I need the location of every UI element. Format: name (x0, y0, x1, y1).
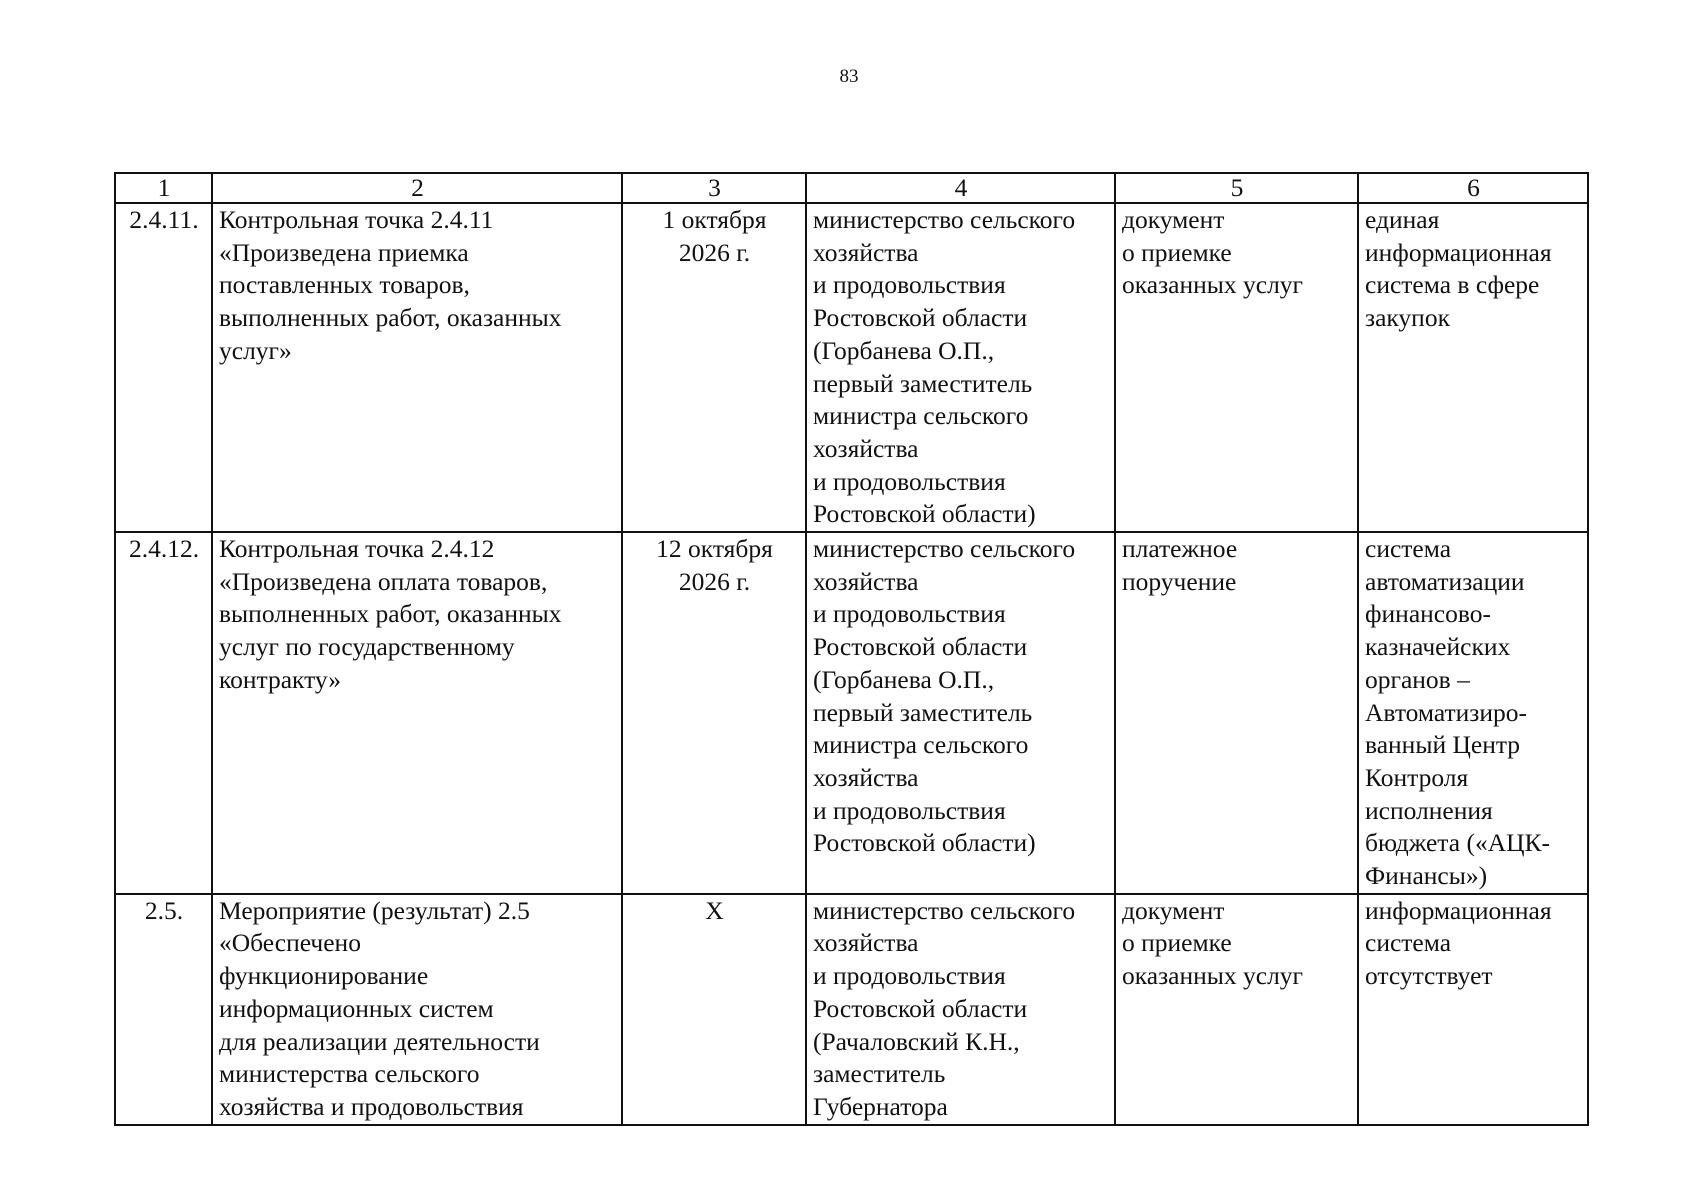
text-line: поручение (1122, 566, 1237, 596)
page-number: 83 (839, 66, 859, 87)
text-line: бюджета («АЦК- (1365, 828, 1551, 858)
text-line: контракту» (219, 664, 342, 694)
text-line: документ (1122, 895, 1225, 925)
text-line: Ростовской области (813, 632, 1028, 662)
text-line: платежное (1122, 534, 1238, 564)
text-line: система (1365, 534, 1452, 564)
text-line: для реализации деятельности (219, 1026, 540, 1056)
text-line: заместитель (813, 1059, 946, 1089)
text-line: система в сфере (1365, 270, 1540, 300)
text-line: (Рачаловский К.Н., (813, 1026, 1020, 1056)
text-line: министерство сельского (813, 534, 1076, 564)
item-name-cell (212, 532, 622, 894)
text-line: единая (1365, 205, 1440, 234)
text-line: система (1365, 928, 1452, 958)
table-body (115, 173, 1588, 1125)
text-line: и продовольствия (813, 961, 1006, 991)
text-line: услуг по государственному (219, 632, 515, 662)
text-line: (Горбанева О.П., (813, 664, 995, 694)
column-number-header: 4 (806, 173, 1115, 203)
text-line: 2026 г. (678, 566, 751, 596)
text-line: закупок (1365, 303, 1450, 333)
text-line: Губернатора (813, 1091, 948, 1121)
text-line: «Произведена оплата товаров, (219, 566, 548, 596)
table-row (115, 894, 1588, 1125)
column-number-header: 5 (1115, 173, 1358, 203)
document-cell (1115, 532, 1358, 894)
text-line: о приемке (1122, 237, 1232, 267)
text-line: Мероприятие (результат) 2.5 (219, 895, 530, 925)
text-line: министра сельского (813, 401, 1029, 431)
text-line: поставленных товаров, (219, 270, 470, 300)
column-number-header: 2 (212, 173, 622, 203)
column-number-header: 3 (622, 173, 806, 203)
text-line: ванный Центр (1365, 730, 1521, 760)
text-line: хозяйства (813, 433, 919, 463)
responsible-cell (806, 203, 1115, 532)
text-line: и продовольствия (813, 270, 1006, 300)
text-line: министра сельского (813, 730, 1029, 760)
text-line: выполненных работ, оказанных (219, 599, 562, 629)
item-name-cell (212, 894, 622, 1125)
text-line: Контрольная точка 2.4.12 (219, 534, 495, 564)
row-number-cell: 2.4.11. (115, 203, 212, 532)
text-line: о приемке (1122, 928, 1232, 958)
text-line: выполненных работ, оказанных (219, 303, 562, 333)
responsible-cell (806, 894, 1115, 1125)
text-line: исполнения (1365, 795, 1493, 825)
text-line: автоматизации (1365, 566, 1525, 596)
text-line: хозяйства (813, 237, 919, 267)
date-cell (622, 532, 806, 894)
text-line: Ростовской области) (813, 828, 1036, 858)
text-line: информационная (1365, 237, 1552, 267)
text-line: оказанных услуг (1122, 961, 1304, 991)
text-line: и продовольствия (813, 466, 1006, 496)
system-cell (1358, 532, 1588, 894)
text-line: хозяйства (813, 566, 919, 596)
text-line: Х (705, 895, 724, 925)
text-line: «Обеспечено (219, 928, 361, 958)
text-line: казначейских (1365, 632, 1511, 662)
text-line: отсутствует (1365, 961, 1493, 991)
column-number-header: 6 (1358, 173, 1588, 203)
item-name-cell (212, 203, 622, 532)
text-line: первый заместитель (813, 368, 1033, 398)
system-cell (1358, 894, 1588, 1125)
text-line: 2026 г. (678, 237, 751, 267)
column-number-header: 1 (115, 173, 212, 203)
document-cell (1115, 203, 1358, 532)
text-line: Финансы») (1365, 861, 1488, 891)
text-line: функционирование (219, 961, 429, 991)
table-row (115, 203, 1588, 532)
text-line: Контрольная точка 2.4.11 (219, 205, 494, 234)
text-line: министерства сельского (219, 1059, 480, 1089)
text-line: Ростовской области (813, 303, 1028, 333)
column-number-row (115, 173, 1588, 203)
text-line: хозяйства (813, 928, 919, 958)
text-line: Ростовской области (813, 993, 1028, 1023)
text-line: и продовольствия (813, 599, 1006, 629)
text-line: органов – (1365, 664, 1470, 694)
text-line: оказанных услуг (1122, 270, 1304, 300)
text-line: министерство сельского (813, 205, 1076, 234)
document-cell (1115, 894, 1358, 1125)
text-line: информационная (1365, 895, 1552, 925)
text-line: и продовольствия (813, 795, 1006, 825)
text-line: Ростовской области) (813, 499, 1036, 529)
row-number-cell: 2.5. (115, 894, 212, 1125)
row-number-cell: 2.4.12. (115, 532, 212, 894)
text-line: информационных систем (219, 993, 494, 1023)
text-line: 12 октября (656, 534, 773, 564)
text-line: «Произведена приемка (219, 237, 469, 267)
text-line: первый заместитель (813, 697, 1033, 727)
responsible-cell (806, 532, 1115, 894)
system-cell (1358, 203, 1588, 532)
text-line: Контроля (1365, 762, 1469, 792)
text-line: хозяйства (813, 762, 919, 792)
text-line: документ (1122, 205, 1225, 234)
text-line: Автоматизиро- (1365, 697, 1528, 727)
text-line: хозяйства и продовольствия (219, 1091, 524, 1121)
text-line: услуг» (219, 335, 292, 365)
date-cell (622, 894, 806, 1125)
control-points-table (114, 172, 1589, 1126)
date-cell (622, 203, 806, 532)
text-line: 1 октября (662, 205, 767, 234)
text-line: (Горбанева О.П., (813, 335, 995, 365)
table-row (115, 532, 1588, 894)
text-line: министерство сельского (813, 895, 1076, 925)
text-line: финансово- (1365, 599, 1491, 629)
